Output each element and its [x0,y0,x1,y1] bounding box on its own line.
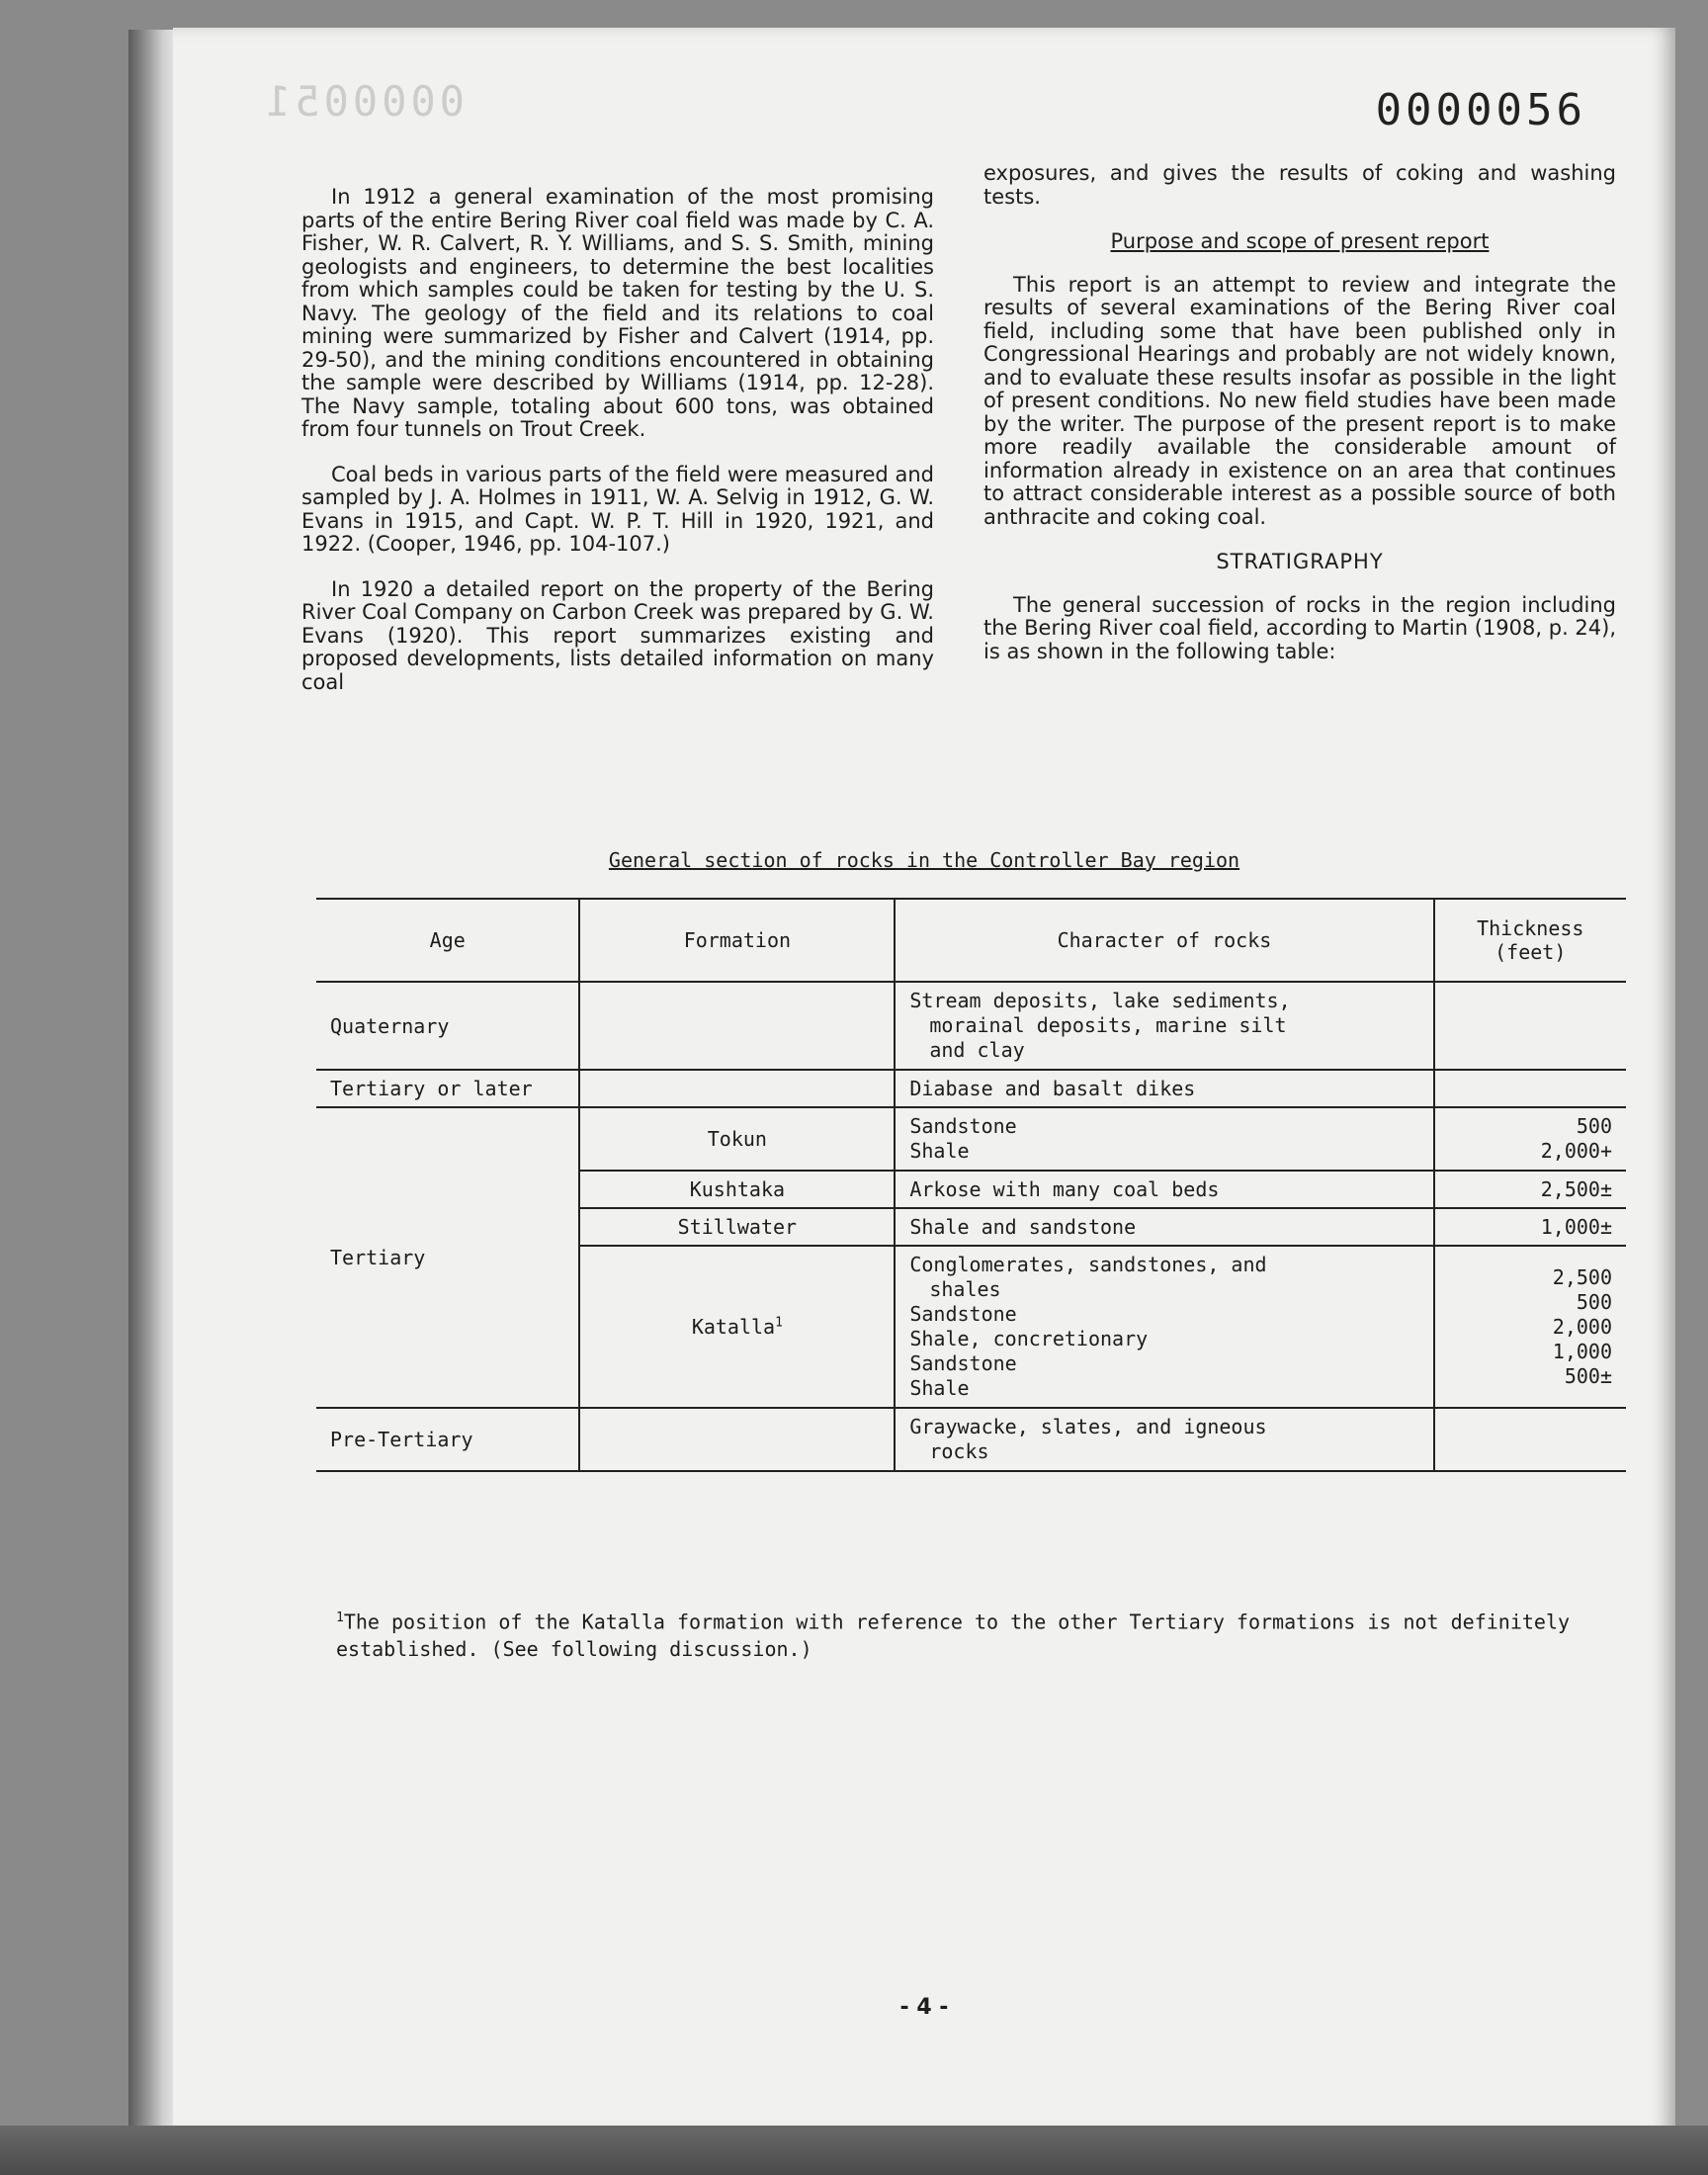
left-column [301,186,934,716]
age-cell: Tertiary [316,1107,579,1408]
character-cell: Arkose with many coal beds [895,1171,1433,1208]
column-header-formation: Formation [579,899,895,982]
section-heading: Purpose and scope of present report [1110,229,1490,253]
table-row [316,1408,1626,1471]
section-heading: STRATIGRAPHY [1216,550,1384,573]
footnote-marker: 1 [336,1610,344,1625]
character-cell: Shale and sandstone [895,1208,1433,1246]
character-cell: Conglomerates, sandstones, and shales Sandstone Shale, concretionary Sandstone Shale [895,1246,1433,1408]
column-header-thickness: Thickness (feet) [1434,899,1626,982]
column-header-age: Age [316,899,579,982]
table-title: General section of rocks in the Controller Bay region [608,848,1240,872]
footnote-marker: 1 [775,1315,783,1331]
document-page [173,28,1675,2133]
thickness-cell [1434,1408,1626,1471]
formation-cell [579,982,895,1070]
paragraph: exposures, and gives the results of coking and washing tests. [983,161,1616,209]
paragraph: The general succession of rocks in the region including the Bering River coal field, according to Martin (1908, p. 24), is as shown in the following table: [983,592,1617,663]
book-page-edge [128,30,178,2126]
page-number: - 4 - [899,1995,949,2020]
thickness-cell: 2,500± [1434,1171,1626,1208]
bleed-through-page-code: 0000051 [262,77,466,126]
paragraph: Coal beds in various parts of the field were measured and sampled by J. A. Holmes in 1911, W. A. Selvig in 1912, G. W. Evans in 1915, and Capt. W. P. T. Hill in 1920, 1921, and 1922. (Cooper, 1946, pp. 104-107.) [301,462,934,556]
formation-cell: Kushtaka [579,1171,895,1208]
table-header-row [316,899,1626,982]
age-cell: Tertiary or later [316,1070,579,1107]
paragraph: In 1912 a general examination of the most promising parts of the entire Bering River coal field was made by C. A. Fisher, W. R. Calvert, R. Y. Williams, and S. S. Smith, mining geologists and engineers, to determine the best localities from which samples could be taken for testing by the U. S. Navy. The geology of the field and its relations to coal mining were summarized by Fisher and Calvert (1914, pp. 29-50), and the mining conditions encountered in obtaining the sample were described by Williams (1914, pp. 12-28). The Navy sample, totaling about 600 tons, was obtained from four tunnels on Trout Creek. [301,185,934,441]
column-header-character: Character of rocks [895,899,1433,982]
character-cell: Sandstone Shale [895,1107,1433,1171]
paragraph: In 1920 a detailed report on the property of the Bering River Coal Company on Carbon Creek was prepared by G. W. Evans (1920). This report summarizes existing and proposed developments, lists detailed information on many coal [301,576,934,694]
paragraph: This report is an attempt to review and integrate the results of several examinations of the Bering River coal field, including some that have been published only in Congressional Hearings and probably are not widely known, and to evaluate these results insofar as possible in the light of present conditions. No new field studies have been made by the writer. The purpose of the present report is to make more readily available the considerable amount of information already in existence on an area that continues to attract considerable interest as a possible source of both anthracite and coking coal. [983,272,1616,529]
thickness-cell: 2,500 500 2,000 1,000 500± [1434,1246,1626,1408]
thickness-cell [1434,1070,1626,1107]
page-code: 0000056 [1375,85,1586,135]
thickness-cell: 500 2,000+ [1434,1107,1626,1171]
thickness-cell: 1,000± [1434,1208,1626,1246]
character-cell: Diabase and basalt dikes [895,1070,1433,1107]
formation-cell: Tokun [579,1107,895,1171]
formation-cell: Katalla$^1$ [579,1246,895,1408]
thickness-cell [1434,982,1626,1070]
age-cell: Pre-Tertiary [316,1408,579,1471]
right-column [983,162,1616,685]
table-row [316,1107,1626,1171]
footnote: $^1$The position of the Katalla formation with reference to the other Tertiary formations is not definitely established. (See following discussion.) [336,1610,1571,1661]
formation-cell [579,1408,895,1471]
rock-section-table [316,898,1626,1472]
character-cell: Stream deposits, lake sediments, morainal deposits, marine silt and clay [895,982,1433,1070]
table-row [316,982,1626,1070]
formation-cell: Stillwater [579,1208,895,1246]
character-cell: Graywacke, slates, and igneous rocks [895,1408,1433,1471]
age-cell: Quaternary [316,982,579,1070]
table-row [316,1070,1626,1107]
formation-cell [579,1070,895,1107]
scan-shadow [0,2126,1708,2175]
